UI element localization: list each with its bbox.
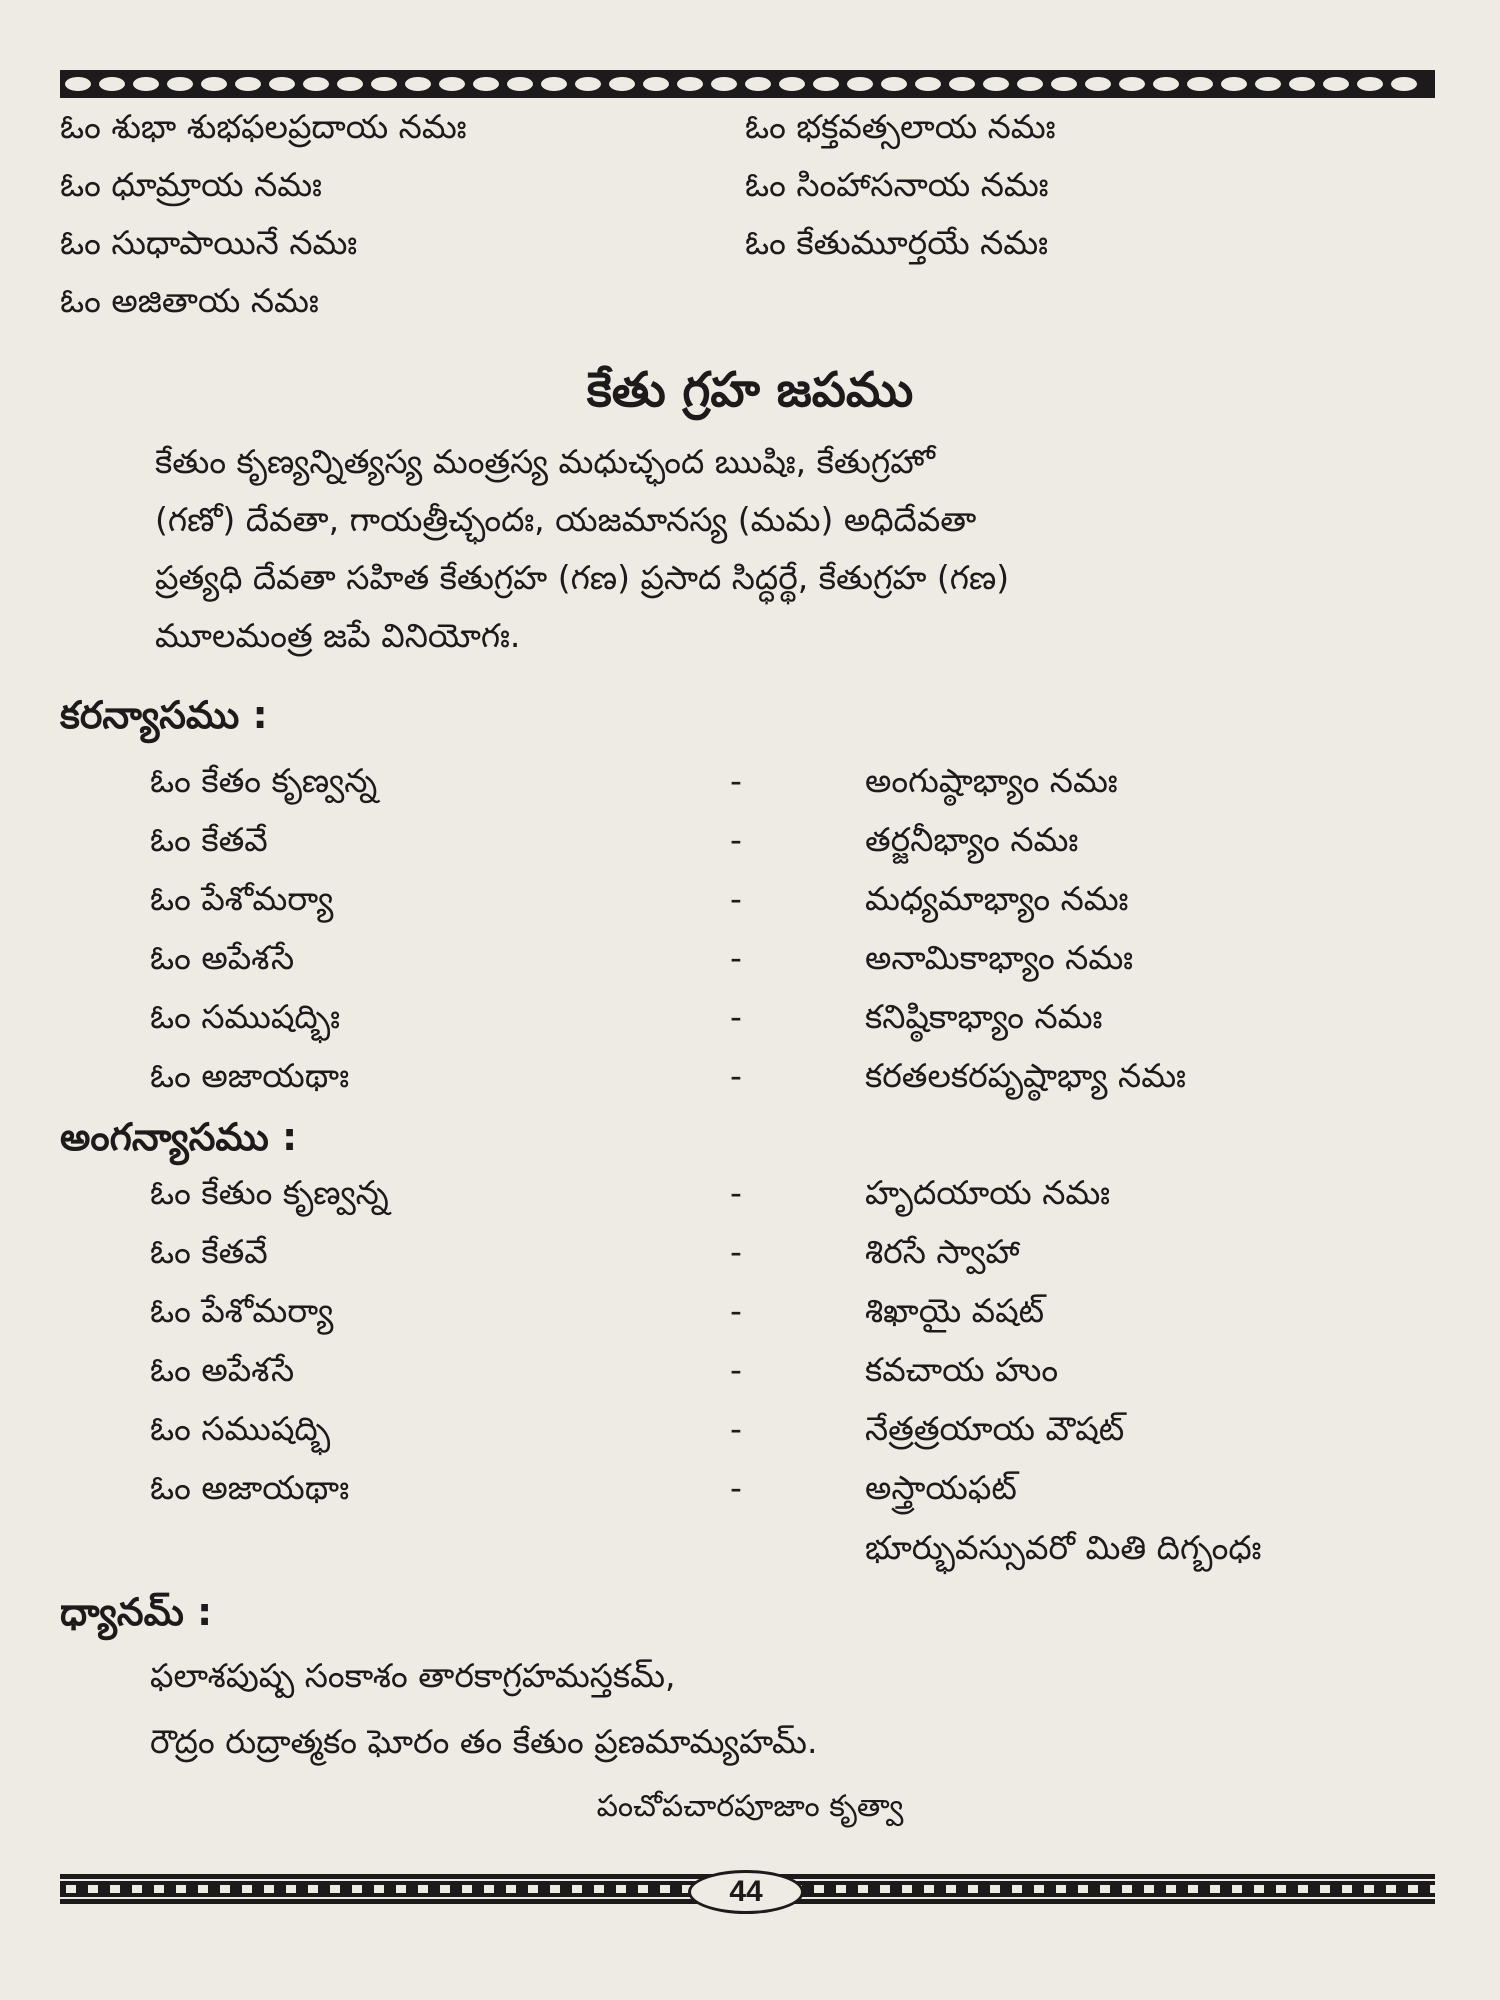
dhyana-heading: ధ్యానమ్ : [60,1590,213,1634]
anganyasa-dash: - [730,1409,742,1448]
dhyana-line-1: ఫలాశపుష్ప సంకాశం తారకాగ్రహమస్తకమ్, [150,1656,676,1695]
top-ornamental-border [60,70,1435,98]
anganyasa-result: హృదయాయ నమః [865,1173,1111,1212]
anganyasa-mantra: ఓం సముషద్భి [150,1409,331,1448]
anganyasa-result: నేత్రత్రయాయ వౌషట్ [865,1409,1125,1448]
nama-right-2: ఓం సింహాసనాయ నమః [745,165,1049,204]
puja-instruction: పంచోపచారపూజాం కృత్వా [596,1789,904,1824]
nama-left-1: ఓం శుభా శుభఫలప్రదాయ నమః [60,107,467,146]
nama-right-3: ఓం కేతుమూర్తయే నమః [745,223,1048,262]
karanyasa-mantra: ఓం పేశోమర్యా [150,879,334,918]
anganyasa-row [0,1164,1500,1222]
page-title: కేతు గ్రహ జపము [586,362,914,418]
anganyasa-row [0,1223,1500,1281]
nama-left-2: ఓం ధూమ్రాయ నమః [60,165,322,204]
anganyasa-result: కవచాయ హుం [865,1350,1059,1389]
karanyasa-result: అనామికాభ్యాం నమః [865,938,1134,977]
anganyasa-dash: - [730,1350,742,1389]
karanyasa-row [0,870,1500,928]
karanyasa-row [0,1047,1500,1105]
karanyasa-mantra: ఓం సముషద్భిః [150,997,341,1036]
karanyasa-dash: - [730,1056,742,1095]
anganyasa-row [0,1282,1500,1340]
karanyasa-dash: - [730,820,742,859]
anganyasa-mantra: ఓం కేతుం కృణ్వన్న [150,1173,389,1212]
karanyasa-result: కనిష్ఠికాభ్యాం నమః [865,997,1103,1036]
anganyasa-dash: - [730,1173,742,1212]
anganyasa-mantra: ఓం పేశోమర్యా [150,1291,334,1330]
anganyasa-dash: - [730,1291,742,1330]
nama-right-1: ఓం భక్తవత్సలాయ నమః [745,107,1056,146]
karanyasa-mantra: ఓం కేతం కృణ్వన్న [150,761,378,800]
anganyasa-heading: అంగన్యాసము : [60,1115,298,1159]
karanyasa-mantra: ఓం కేతవే [150,820,268,859]
karanyasa-dash: - [730,997,742,1036]
japa-line-4: మూలమంత్ర జపే వినియోగః. [155,616,521,655]
karanyasa-mantra: ఓం అజాయథాః [150,1056,350,1095]
anganyasa-mantra: ఓం కేతవే [150,1232,268,1271]
japa-line-1: కేతుం కృణ్యన్నిత్యస్య మంత్రస్య మధుచ్ఛంద ఋషిః, కేతుగ్రహో [155,442,935,481]
anganyasa-row [0,1400,1500,1458]
karanyasa-mantra: ఓం అపేశసే [150,938,295,977]
karanyasa-heading: కరన్యాసము : [60,693,268,737]
page-number: 44 [688,1870,804,1914]
karanyasa-result: కరతలకరపృష్ఠాభ్యా నమః [865,1056,1186,1095]
anganyasa-mantra: ఓం అజాయథాః [150,1468,350,1507]
karanyasa-dash: - [730,761,742,800]
anganyasa-row [0,1341,1500,1399]
karanyasa-row [0,988,1500,1046]
anganyasa-closing-row [0,1519,1500,1577]
japa-line-2: (గణో) దేవతా, గాయత్రీచ్ఛందః, యజమానస్య (మమ) అధిదేవతా [155,500,977,539]
anganyasa-dash: - [730,1468,742,1507]
karanyasa-row [0,811,1500,869]
japa-line-3: ప్రత్యధి దేవతా సహిత కేతుగ్రహ (గణ) ప్రసాద సిద్ధర్థే, కేతుగ్రహ (గణ) [155,558,1010,597]
karanyasa-row [0,929,1500,987]
karanyasa-result: అంగుష్ఠాభ్యాం నమః [865,761,1118,800]
anganyasa-result: శిఖాయై వషట్ [865,1291,1045,1330]
anganyasa-mantra: ఓం అపేశసే [150,1350,295,1389]
dhyana-line-2: రౌద్రం రుద్రాత్మకం ఘోరం తం కేతుం ప్రణమామ్యహమ్. [150,1722,818,1761]
anganyasa-dash: - [730,1232,742,1271]
anganyasa-result: శిరసే స్వాహా [865,1232,1020,1271]
anganyasa-result: అస్త్రాయఫట్ [865,1468,1017,1507]
karanyasa-row [0,752,1500,810]
karanyasa-dash: - [730,938,742,977]
nama-left-3: ఓం సుధాపాయినే నమః [60,223,358,262]
karanyasa-result: తర్జనీభ్యాం నమః [865,820,1079,859]
anganyasa-row [0,1459,1500,1517]
japa-paragraph [60,433,1440,665]
nama-left-4: ఓం అజితాయ నమః [60,281,319,320]
digbandha-line: భూర్భువస్సువరో మితి దిగ్బంధః [865,1528,1262,1567]
karanyasa-result: మధ్యమాభ్యాం నమః [865,879,1129,918]
karanyasa-dash: - [730,879,742,918]
